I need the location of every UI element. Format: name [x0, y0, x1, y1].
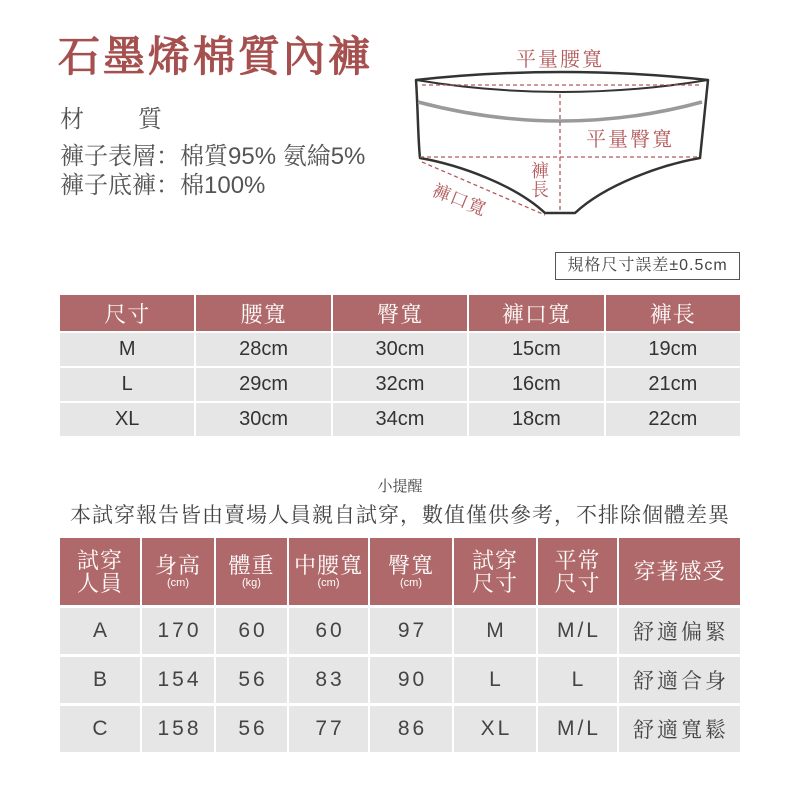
header-line: 尺寸 — [554, 570, 601, 596]
size-cell: 30cm — [333, 333, 467, 366]
underwear-measurement-diagram — [400, 40, 720, 230]
header-line: 體重 — [228, 553, 275, 578]
tryon-table — [60, 538, 740, 752]
tryon-header-tester — [60, 538, 140, 605]
material-outer-layer: 褲子表層：棉質95% 氨綸5% — [60, 143, 366, 170]
size-cell: 30cm — [196, 403, 330, 436]
tryon-header-hip — [370, 538, 452, 605]
tryon-cell: M — [454, 608, 536, 654]
size-cell: 28cm — [196, 333, 330, 366]
tryon-header-mid-waist — [289, 538, 368, 605]
size-header-waist: 腰寬 — [196, 295, 330, 331]
leg-opening-label: 褲口寬 — [429, 180, 490, 220]
tryon-cell: A — [60, 608, 140, 654]
tryon-cell: M/L — [538, 608, 617, 654]
header-line: 尺寸 — [471, 570, 518, 596]
tryon-cell: 83 — [289, 657, 368, 703]
size-cell: 19cm — [606, 333, 740, 366]
tryon-cell: 154 — [142, 657, 214, 703]
tryon-cell: 60 — [289, 608, 368, 654]
header-line: 試穿 — [471, 547, 518, 573]
length-label: 褲長 — [529, 161, 549, 199]
tryon-cell: 60 — [216, 608, 287, 654]
header-line: 試穿 — [76, 547, 123, 573]
header-unit: (cm) — [400, 577, 422, 589]
size-cell: 22cm — [606, 403, 740, 436]
tryon-cell: B — [60, 657, 140, 703]
size-cell: XL — [60, 403, 194, 436]
tryon-cell: M/L — [538, 706, 617, 752]
header-unit: (cm) — [167, 577, 189, 589]
tryon-cell: L — [454, 657, 536, 703]
tryon-cell: 77 — [289, 706, 368, 752]
size-cell: 21cm — [606, 368, 740, 401]
size-header-leg-opening: 褲口寬 — [469, 295, 603, 331]
tryon-cell: L — [538, 657, 617, 703]
tryon-cell: 97 — [370, 608, 452, 654]
size-cell: 32cm — [333, 368, 467, 401]
product-title: 石墨烯棉質內褲 — [58, 33, 374, 80]
size-header-hip: 臀寬 — [333, 295, 467, 331]
reminder-text: 本試穿報告皆由賣場人員親自試穿，數值僅供參考，不排除個體差異 — [70, 504, 730, 527]
tryon-header-tried-size — [454, 538, 536, 605]
tryon-cell: 舒適合身 — [619, 657, 740, 703]
header-unit: (kg) — [242, 577, 261, 589]
tryon-cell: 舒適偏緊 — [619, 608, 740, 654]
tryon-header-weight — [216, 538, 287, 605]
header-unit: (cm) — [317, 577, 340, 589]
size-table — [60, 295, 740, 436]
size-cell: L — [60, 368, 194, 401]
header-line: 中腰寬 — [293, 553, 363, 578]
tryon-cell: 86 — [370, 706, 452, 752]
size-cell: 16cm — [469, 368, 603, 401]
header-line: 人員 — [76, 570, 123, 596]
material-heading: 材 質 — [60, 106, 164, 133]
tryon-cell: 56 — [216, 706, 287, 752]
tryon-header-height — [142, 538, 214, 605]
tryon-cell: 158 — [142, 706, 214, 752]
hip-width-label: 平量臀寬 — [586, 129, 674, 151]
tryon-cell: 90 — [370, 657, 452, 703]
material-inner-lining: 褲子底褲：棉100% — [60, 172, 266, 199]
size-cell: 18cm — [469, 403, 603, 436]
size-header-length: 褲長 — [606, 295, 740, 331]
tryon-header-feeling — [619, 538, 740, 605]
header-line: 臀寬 — [387, 553, 434, 578]
reminder-title: 小提醒 — [377, 478, 423, 495]
size-cell: 15cm — [469, 333, 603, 366]
waist-width-label: 平量腰寬 — [516, 49, 604, 71]
size-cell: 29cm — [196, 368, 330, 401]
tryon-cell: 170 — [142, 608, 214, 654]
header-line: 平常 — [554, 547, 601, 573]
header-line: 穿著感受 — [633, 559, 726, 584]
size-header-size: 尺寸 — [60, 295, 194, 331]
tolerance-note: 規格尺寸誤差±0.5cm — [555, 252, 740, 280]
tryon-cell: 56 — [216, 657, 287, 703]
tryon-header-usual-size — [538, 538, 617, 605]
tryon-cell: C — [60, 706, 140, 752]
size-cell: 34cm — [333, 403, 467, 436]
size-cell: M — [60, 333, 194, 366]
header-line: 身高 — [154, 553, 201, 578]
tryon-cell: XL — [454, 706, 536, 752]
tryon-cell: 舒適寬鬆 — [619, 706, 740, 752]
